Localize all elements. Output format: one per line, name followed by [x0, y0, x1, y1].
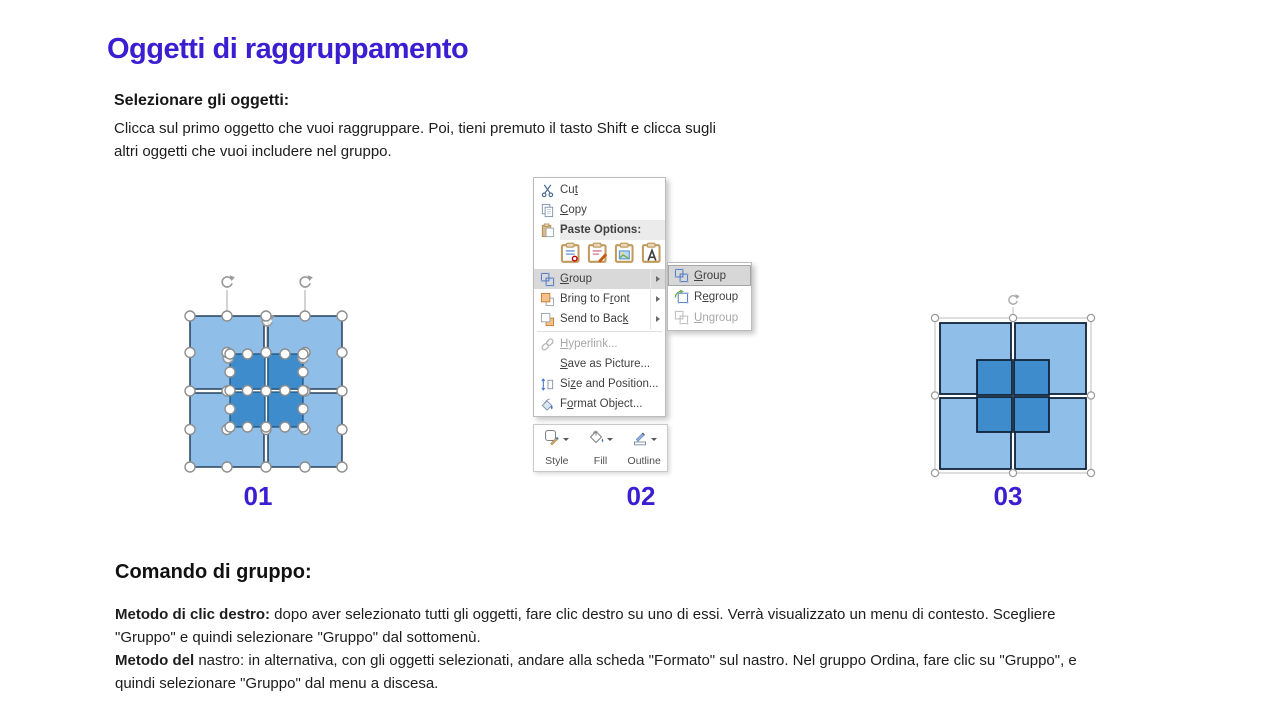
- regroup-icon: [668, 289, 694, 304]
- illustration-grouped-object[interactable]: [928, 292, 1098, 482]
- menu-item-send-to-back[interactable]: [534, 309, 665, 329]
- select-objects-heading: Selezionare gli oggetti:: [114, 92, 290, 109]
- small-squares: [977, 360, 1049, 432]
- right-click-method-paragraph: Metodo di clic destro: dopo aver selezionato tutti gli oggetti, fare clic destro su uno di essi. Verrà visualizzato un menu di contesto. Scegliere "Gruppo" e quindi selezionare "Gruppo" dal sottomenù.: [115, 606, 1056, 646]
- dropdown-caret-icon: [651, 438, 657, 441]
- scissors-icon: [534, 183, 560, 198]
- size-position-icon: [534, 377, 560, 392]
- menu-item-label: Copy: [560, 204, 587, 216]
- send-to-back-icon: [534, 312, 560, 327]
- paste-picture-button[interactable]: [614, 242, 637, 265]
- group-icon: [534, 272, 560, 287]
- illustration-selected-objects[interactable]: [180, 266, 350, 478]
- paste-merge-formatting-button[interactable]: [587, 242, 610, 265]
- step-label-01: 01: [243, 481, 273, 511]
- group-command-heading: Comando di gruppo:: [115, 561, 312, 583]
- menu-item-label: Regroup: [694, 290, 739, 303]
- large-squares: [940, 323, 1086, 469]
- submenu-item-group[interactable]: [668, 265, 751, 286]
- style-icon: [544, 429, 561, 449]
- hyperlink-icon: [534, 337, 560, 352]
- group-submenu: [667, 262, 752, 331]
- menu-item-bring-to-front[interactable]: [534, 289, 665, 309]
- select-objects-body: Clicca sul primo oggetto che vuoi raggruppare. Poi, tieni premuto il tasto Shift e clicca sugli altri oggetti che vuoi includere nel gruppo.: [114, 120, 716, 160]
- dropdown-caret-icon: [607, 438, 613, 441]
- fill-icon: [588, 429, 605, 449]
- submenu-arrow-icon: [650, 309, 665, 329]
- outline-icon: [632, 429, 649, 449]
- menu-item-cut[interactable]: [534, 180, 665, 200]
- context-menu: [533, 177, 666, 417]
- menu-item-label: Bring to Front: [560, 293, 630, 305]
- step-label-02: 02: [626, 481, 656, 511]
- toolbar-button-label: Style: [545, 455, 569, 467]
- fill-button[interactable]: [581, 428, 621, 468]
- menu-paste-options-row: [534, 220, 665, 240]
- group-command-paragraphs: [115, 604, 1090, 696]
- page-title: Oggetti di raggruppamento: [107, 33, 469, 65]
- step-label-03: 03: [993, 481, 1023, 511]
- menu-item-label: Size and Position...: [560, 378, 659, 390]
- group-icon: [668, 268, 694, 283]
- toolbar-button-label: Outline: [627, 455, 661, 467]
- copy-icon: [534, 203, 560, 218]
- ungroup-icon: [668, 310, 694, 325]
- dropdown-caret-icon: [563, 438, 569, 441]
- style-button[interactable]: [537, 428, 577, 468]
- paste-options-buttons: [534, 240, 665, 269]
- paste-keep-source-formatting-button[interactable]: [560, 242, 583, 265]
- menu-item-label: Group: [694, 269, 726, 282]
- toolbar-button-label: Fill: [593, 455, 608, 467]
- menu-item-label: Cut: [560, 184, 578, 196]
- menu-item-label: Hyperlink...: [560, 338, 618, 350]
- submenu-arrow-icon: [650, 289, 665, 309]
- right-click-method-lead: Metodo di clic destro:: [115, 606, 271, 623]
- submenu-item-regroup[interactable]: [668, 286, 751, 307]
- submenu-arrow-icon: [650, 269, 665, 289]
- menu-item-label: Format Object...: [560, 398, 643, 410]
- paste-keep-text-only-button[interactable]: [641, 242, 664, 265]
- menu-item-label: Ungroup: [694, 311, 739, 324]
- mini-toolbar: [533, 424, 668, 472]
- menu-item-group[interactable]: [534, 269, 665, 289]
- submenu-item-ungroup[interactable]: [668, 307, 751, 328]
- menu-item-label: Send to Back: [560, 313, 629, 325]
- format-object-icon: [534, 397, 560, 412]
- menu-item-format-object[interactable]: [534, 394, 665, 414]
- paste-icon: [534, 223, 560, 238]
- ribbon-method-paragraph: Metodo del nastro: in alternativa, con gli oggetti selezionati, andare alla scheda "Formato" sul nastro. Nel gruppo Ordina, fare clic su "Gruppo", e quindi selezionare "Gruppo" dal menu a discesa.: [115, 652, 1077, 692]
- menu-item-save-as-picture[interactable]: [534, 354, 665, 374]
- bring-to-front-icon: [534, 292, 560, 307]
- ribbon-method-lead: Metodo del: [115, 652, 195, 669]
- menu-item-hyperlink[interactable]: [534, 334, 665, 354]
- outline-button[interactable]: [624, 428, 664, 468]
- rotate-handle-icon: [1009, 294, 1020, 304]
- menu-item-size-and-position[interactable]: [534, 374, 665, 394]
- paste-options-label: Paste Options:: [560, 220, 665, 240]
- menu-item-label: Save as Picture...: [560, 358, 651, 370]
- menu-item-copy[interactable]: [534, 200, 665, 220]
- menu-separator: [537, 331, 662, 332]
- menu-item-label: Group: [560, 273, 592, 285]
